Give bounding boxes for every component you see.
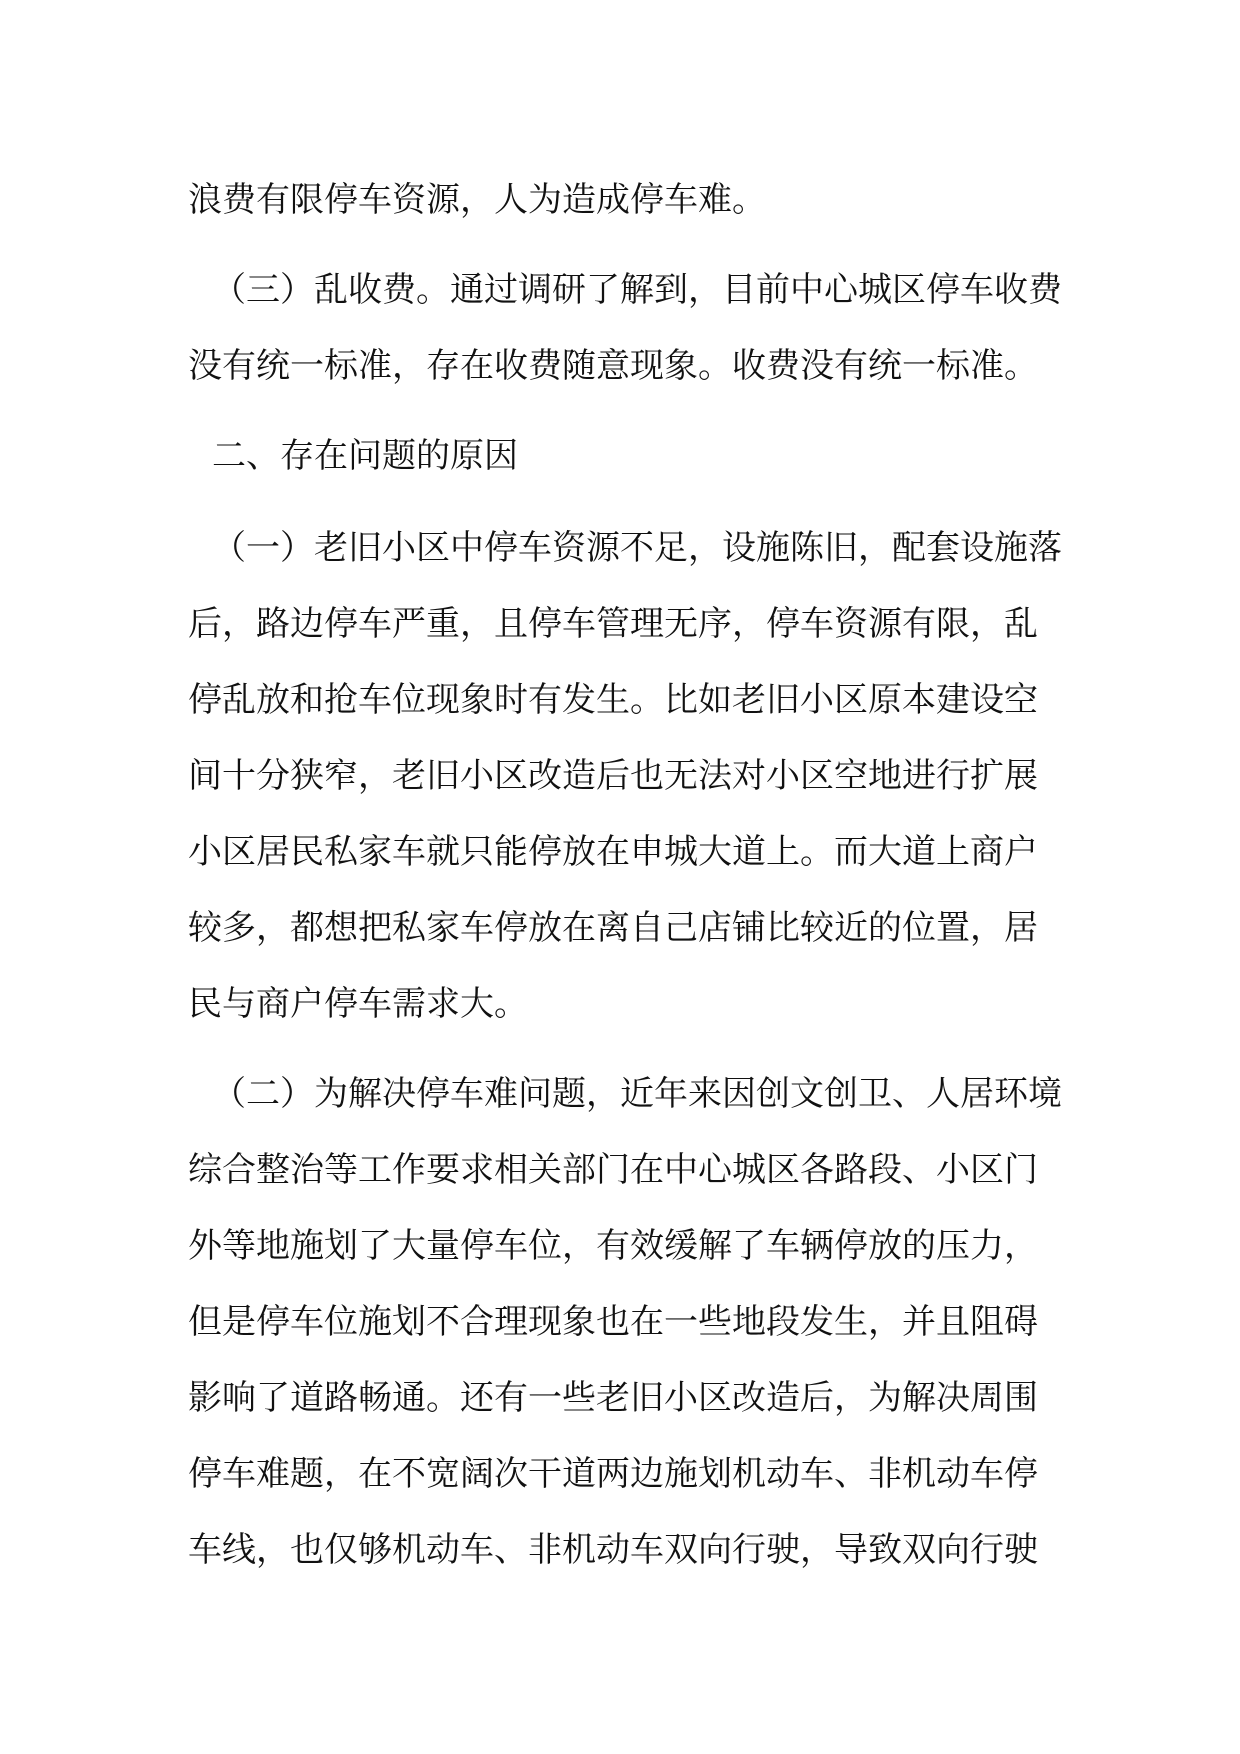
paragraph-line: （二）为解决停车难问题，近年来因创文创卫、人居环境 [212, 1074, 1062, 1114]
paragraph-line: 停车难题，在不宽阔次干道两边施划机动车、非机动车停 [188, 1454, 1038, 1494]
paragraph-line: 较多，都想把私家车停放在离自己店铺比较近的位置，居 [188, 908, 1038, 948]
paragraph-line: （三）乱收费。通过调研了解到，目前中心城区停车收费 [212, 270, 1062, 310]
paragraph-line: （一）老旧小区中停车资源不足，设施陈旧，配套设施落 [212, 528, 1062, 568]
paragraph-line: 车线，也仅够机动车、非机动车双向行驶，导致双向行驶 [188, 1530, 1038, 1570]
paragraph-line: 没有统一标准，存在收费随意现象。收费没有统一标准。 [188, 346, 1038, 386]
paragraph-line: 间十分狭窄，老旧小区改造后也无法对小区空地进行扩展 [188, 756, 1038, 796]
paragraph-line: 浪费有限停车资源，人为造成停车难。 [188, 180, 766, 220]
paragraph-line: 综合整治等工作要求相关部门在中心城区各路段、小区门 [188, 1150, 1038, 1190]
paragraph-line: 但是停车位施划不合理现象也在一些地段发生，并且阻碍 [188, 1302, 1038, 1342]
paragraph-line: 民与商户停车需求大。 [188, 984, 528, 1024]
paragraph-line: 外等地施划了大量停车位，有效缓解了车辆停放的压力， [188, 1226, 1038, 1266]
section-heading: 二、存在问题的原因 [212, 436, 518, 476]
paragraph-line: 小区居民私家车就只能停放在申城大道上。而大道上商户 [188, 832, 1038, 872]
paragraph-line: 停乱放和抢车位现象时有发生。比如老旧小区原本建设空 [188, 680, 1038, 720]
paragraph-line: 影响了道路畅通。还有一些老旧小区改造后，为解决周围 [188, 1378, 1038, 1418]
paragraph-line: 后，路边停车严重，且停车管理无序，停车资源有限，乱 [188, 604, 1038, 644]
